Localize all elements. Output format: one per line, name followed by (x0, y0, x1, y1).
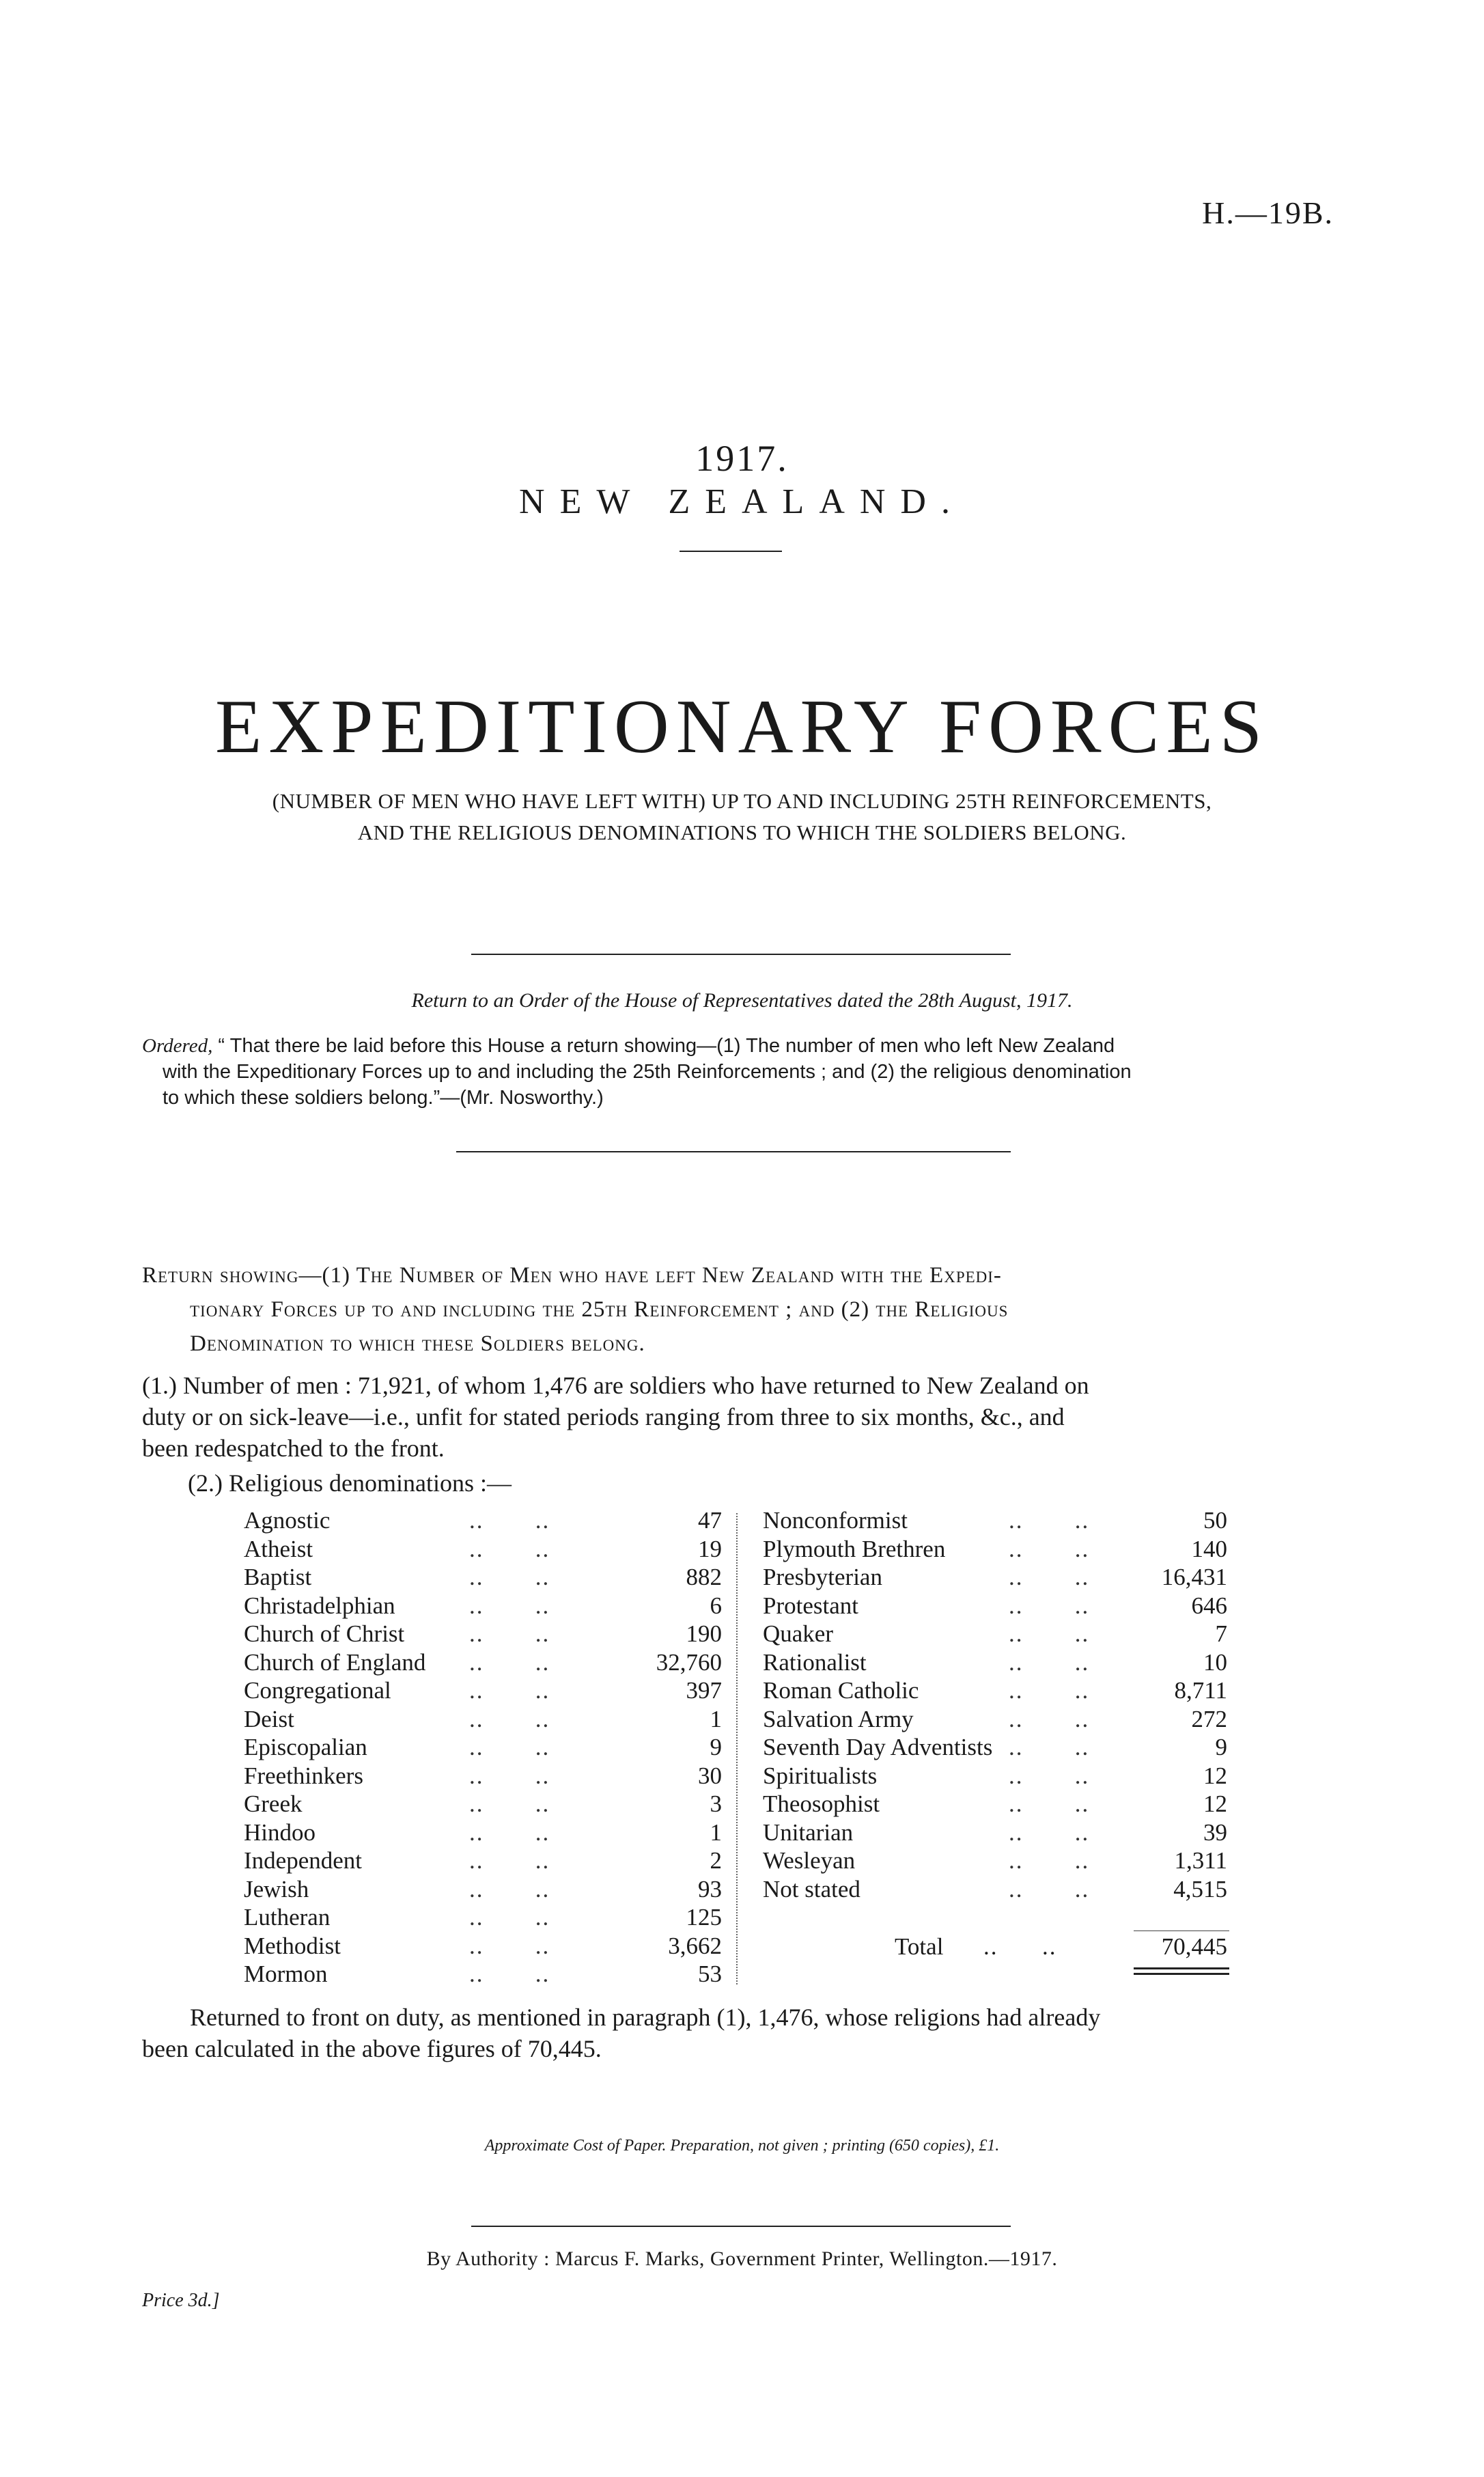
leader-dots: .. .. (469, 1648, 550, 1676)
paragraph-2-line-1: Returned to front on duty, as mentioned in paragraph (1), 1,476, whose religions had already (190, 2004, 1101, 2031)
denomination-left-row (244, 1705, 722, 1734)
denomination-name: Protestant (763, 1592, 858, 1619)
return-to-order: Return to an Order of the House of Representatives dated the 28th August, 1917. (411, 989, 1073, 1012)
religions-label: (2.) Religious denominations :— (188, 1469, 512, 1497)
denomination-name: Not stated (763, 1875, 860, 1902)
leader-dots: .. .. (469, 1904, 550, 1931)
denomination-count: 646 (1191, 1592, 1227, 1619)
ordered-line-3: to which these soldiers belong.”—(Mr. Nosworthy.) (163, 1087, 604, 1109)
leader-dots: .. .. (469, 1705, 550, 1732)
denomination-name: Rationalist (763, 1648, 867, 1676)
denomination-name: Presbyterian (763, 1564, 882, 1590)
denomination-name: Jewish (244, 1875, 309, 1902)
total-rule-double-1 (1134, 1967, 1229, 1969)
main-title: EXPEDITIONARY FORCES (214, 684, 1270, 769)
leader-dots: .. .. (469, 1677, 550, 1704)
leader-dots: .. .. (1009, 1648, 1090, 1676)
denomination-count: 10 (1203, 1648, 1227, 1676)
denomination-right-row (763, 1733, 1227, 1762)
denomination-count: 12 (1203, 1790, 1227, 1817)
subtitle (0, 786, 1484, 848)
leader-dots: .. .. (1009, 1762, 1090, 1789)
ordered-lead: Ordered, (142, 1035, 213, 1057)
denomination-left-row (244, 1846, 722, 1875)
denomination-name: Hindoo (244, 1818, 316, 1846)
denomination-left-row (244, 1762, 722, 1790)
denomination-count: 9 (1215, 1734, 1227, 1760)
denomination-right-row (763, 1676, 1227, 1705)
denomination-count: 1 (710, 1818, 722, 1846)
denomination-right-row (763, 1846, 1227, 1875)
leader-dots: .. .. (1009, 1564, 1090, 1590)
country-heading: NEW ZEALAND. (519, 482, 965, 521)
denomination-left-row (244, 1676, 722, 1705)
leader-dots: .. .. (469, 1847, 550, 1874)
denomination-count: 1 (710, 1705, 722, 1732)
leader-dots: .. .. (469, 1620, 550, 1647)
denominations-right-column (763, 1506, 1227, 1903)
denomination-name: Freethinkers (244, 1762, 363, 1789)
denomination-count: 3 (710, 1790, 722, 1817)
leader-dots: .. .. (469, 1507, 550, 1534)
printer-authority: By Authority : Marcus F. Marks, Government Printer, Wellington.—1917. (426, 2247, 1058, 2270)
denomination-name: Roman Catholic (763, 1677, 919, 1704)
column-separator (736, 1513, 738, 1984)
divider-short (680, 551, 782, 552)
denomination-count: 16,431 (1161, 1564, 1227, 1590)
denomination-name: Lutheran (244, 1904, 331, 1931)
ordered-line-1: “ That there be laid before this House a return showing—(1) The number of men who left New Zealand (218, 1035, 1115, 1057)
denomination-left-row (244, 1818, 722, 1847)
leader-dots: .. .. (469, 1535, 550, 1562)
denomination-name: Seventh Day Adventists (763, 1734, 993, 1760)
denomination-right-row (763, 1705, 1227, 1734)
leader-dots: .. .. (1009, 1677, 1090, 1704)
denomination-name: Plymouth Brethren (763, 1535, 946, 1562)
leader-dots: .. .. (469, 1564, 550, 1590)
leader-dots: .. .. (469, 1818, 550, 1846)
divider-footer (471, 2226, 1011, 2227)
divider-upper (471, 954, 1011, 955)
denomination-count: 9 (710, 1734, 722, 1760)
price: Price 3d.] (142, 2290, 220, 2311)
total-value: 70,445 (1161, 1933, 1227, 1960)
paragraph-1-line-3: been redespatched to the front. (142, 1435, 445, 1462)
ordered-text (142, 1033, 1330, 1111)
denomination-count: 3,662 (668, 1932, 722, 1959)
leader-dots: .. .. (1009, 1507, 1090, 1534)
paragraph-1-line-2: duty or on sick-leave—i.e., unfit for stated periods ranging from three to six months, &c., and (142, 1403, 1065, 1430)
subtitle-line-1: (NUMBER OF MEN WHO HAVE LEFT WITH) UP TO AND INCLUDING 25TH REINFORCEMENTS, (272, 789, 1212, 813)
denomination-left-row (244, 1733, 722, 1762)
denomination-right-row (763, 1563, 1227, 1592)
denomination-count: 2 (710, 1847, 722, 1874)
denomination-left-row (244, 1875, 722, 1904)
denomination-count: 19 (698, 1535, 722, 1562)
denomination-name: Church of England (244, 1648, 426, 1676)
leader-dots: .. .. (1009, 1818, 1090, 1846)
denomination-right-row (763, 1648, 1227, 1677)
denomination-name: Theosophist (763, 1790, 880, 1817)
denomination-count: 140 (1191, 1535, 1227, 1562)
denomination-name: Episcopalian (244, 1734, 367, 1760)
leader-dots: .. .. (1009, 1790, 1090, 1817)
denomination-left-row (244, 1903, 722, 1932)
denomination-count: 4,515 (1173, 1875, 1227, 1902)
denomination-left-row (244, 1592, 722, 1620)
denomination-count: 6 (710, 1592, 722, 1619)
denomination-left-row (244, 1790, 722, 1818)
denominations-left-column (244, 1506, 722, 1989)
denomination-count: 7 (1215, 1620, 1227, 1647)
denomination-name: Independent (244, 1847, 362, 1874)
total-label: Total (895, 1933, 944, 1960)
ordered-line-2: with the Expeditionary Forces up to and including the 25th Reinforcements ; and (2) the religious denomination (163, 1061, 1132, 1083)
denomination-left-row (244, 1932, 722, 1961)
denomination-name: Salvation Army (763, 1705, 914, 1732)
leader-dots: .. .. (469, 1734, 550, 1760)
leader-dots: .. .. (469, 1592, 550, 1619)
return-heading-line-2: tionary Forces up to and including the 25th Reinforcement ; and (2) the Religious (190, 1297, 1009, 1322)
denomination-left-row (244, 1620, 722, 1648)
return-heading-line-3: Denomination to which these Soldiers belong. (190, 1331, 645, 1356)
denomination-count: 12 (1203, 1762, 1227, 1789)
denomination-name: Wesleyan (763, 1847, 856, 1874)
denomination-count: 397 (686, 1677, 722, 1704)
denomination-name: Methodist (244, 1932, 341, 1959)
denomination-name: Greek (244, 1790, 303, 1817)
denomination-count: 125 (686, 1904, 722, 1931)
total-rule-double-2 (1134, 1973, 1229, 1975)
return-heading (142, 1258, 1330, 1361)
subtitle-line-2: AND THE RELIGIOUS DENOMINATIONS TO WHICH THE SOLDIERS BELONG. (357, 820, 1127, 844)
paragraph-2-line-2: been calculated in the above figures of 70,445. (142, 2035, 602, 2062)
leader-dots: .. .. (469, 1790, 550, 1817)
denomination-name: Baptist (244, 1564, 312, 1590)
denomination-count: 272 (1191, 1705, 1227, 1732)
denomination-count: 47 (698, 1507, 722, 1534)
denomination-name: Atheist (244, 1535, 313, 1562)
denomination-name: Unitarian (763, 1818, 854, 1846)
paragraph-1 (142, 1370, 1330, 1464)
denomination-right-row (763, 1620, 1227, 1648)
denomination-name: Agnostic (244, 1507, 331, 1534)
denomination-name: Nonconformist (763, 1507, 908, 1534)
denomination-count: 8,711 (1174, 1677, 1227, 1704)
total-leader-dots: .. .. (983, 1933, 1057, 1960)
return-heading-line-1: Return showing—(1) The Number of Men who have left New Zealand with the Expedi- (142, 1263, 1002, 1288)
paragraph-2 (142, 2002, 1330, 2064)
leader-dots: .. .. (1009, 1847, 1090, 1874)
denomination-count: 1,311 (1174, 1847, 1227, 1874)
denomination-right-row (763, 1592, 1227, 1620)
denomination-name: Quaker (763, 1620, 834, 1647)
denomination-count: 32,760 (656, 1648, 722, 1676)
denomination-right-row (763, 1506, 1227, 1535)
denomination-name: Christadelphian (244, 1592, 395, 1619)
leader-dots: .. .. (1009, 1535, 1090, 1562)
denomination-count: 190 (686, 1620, 722, 1647)
denomination-count: 39 (1203, 1818, 1227, 1846)
denomination-right-row (763, 1875, 1227, 1904)
denomination-right-row (763, 1818, 1227, 1847)
denomination-left-row (244, 1648, 722, 1677)
denomination-name: Deist (244, 1705, 294, 1732)
document-year: 1917. (695, 438, 789, 479)
denomination-left-row (244, 1960, 722, 1989)
leader-dots: .. .. (1009, 1592, 1090, 1619)
denomination-right-row (763, 1762, 1227, 1790)
paragraph-1-line-1: (1.) Number of men : 71,921, of whom 1,476 are soldiers who have returned to New Zealand on (142, 1372, 1089, 1399)
divider-lower (456, 1151, 1011, 1152)
paper-code: H.—19B. (1202, 195, 1334, 230)
denomination-name: Congregational (244, 1677, 391, 1704)
denomination-right-row (763, 1790, 1227, 1818)
leader-dots: .. .. (469, 1762, 550, 1789)
denomination-count: 882 (686, 1564, 722, 1590)
denomination-name: Church of Christ (244, 1620, 405, 1647)
leader-dots: .. .. (469, 1875, 550, 1902)
denomination-left-row (244, 1563, 722, 1592)
denomination-left-row (244, 1535, 722, 1564)
cost-note: Approximate Cost of Paper. Preparation, not given ; printing (650 copies), £1. (484, 2137, 1000, 2155)
denomination-count: 30 (698, 1762, 722, 1789)
denomination-left-row (244, 1506, 722, 1535)
denomination-name: Mormon (244, 1961, 328, 1987)
leader-dots: .. .. (1009, 1620, 1090, 1647)
leader-dots: .. .. (1009, 1875, 1090, 1902)
denomination-count: 50 (1203, 1507, 1227, 1534)
leader-dots: .. .. (469, 1961, 550, 1987)
leader-dots: .. .. (1009, 1705, 1090, 1732)
denomination-right-row (763, 1535, 1227, 1564)
denomination-count: 93 (698, 1875, 722, 1902)
leader-dots: .. .. (469, 1932, 550, 1959)
denomination-name: Spiritualists (763, 1762, 878, 1789)
denomination-count: 53 (698, 1961, 722, 1987)
leader-dots: .. .. (1009, 1734, 1090, 1760)
